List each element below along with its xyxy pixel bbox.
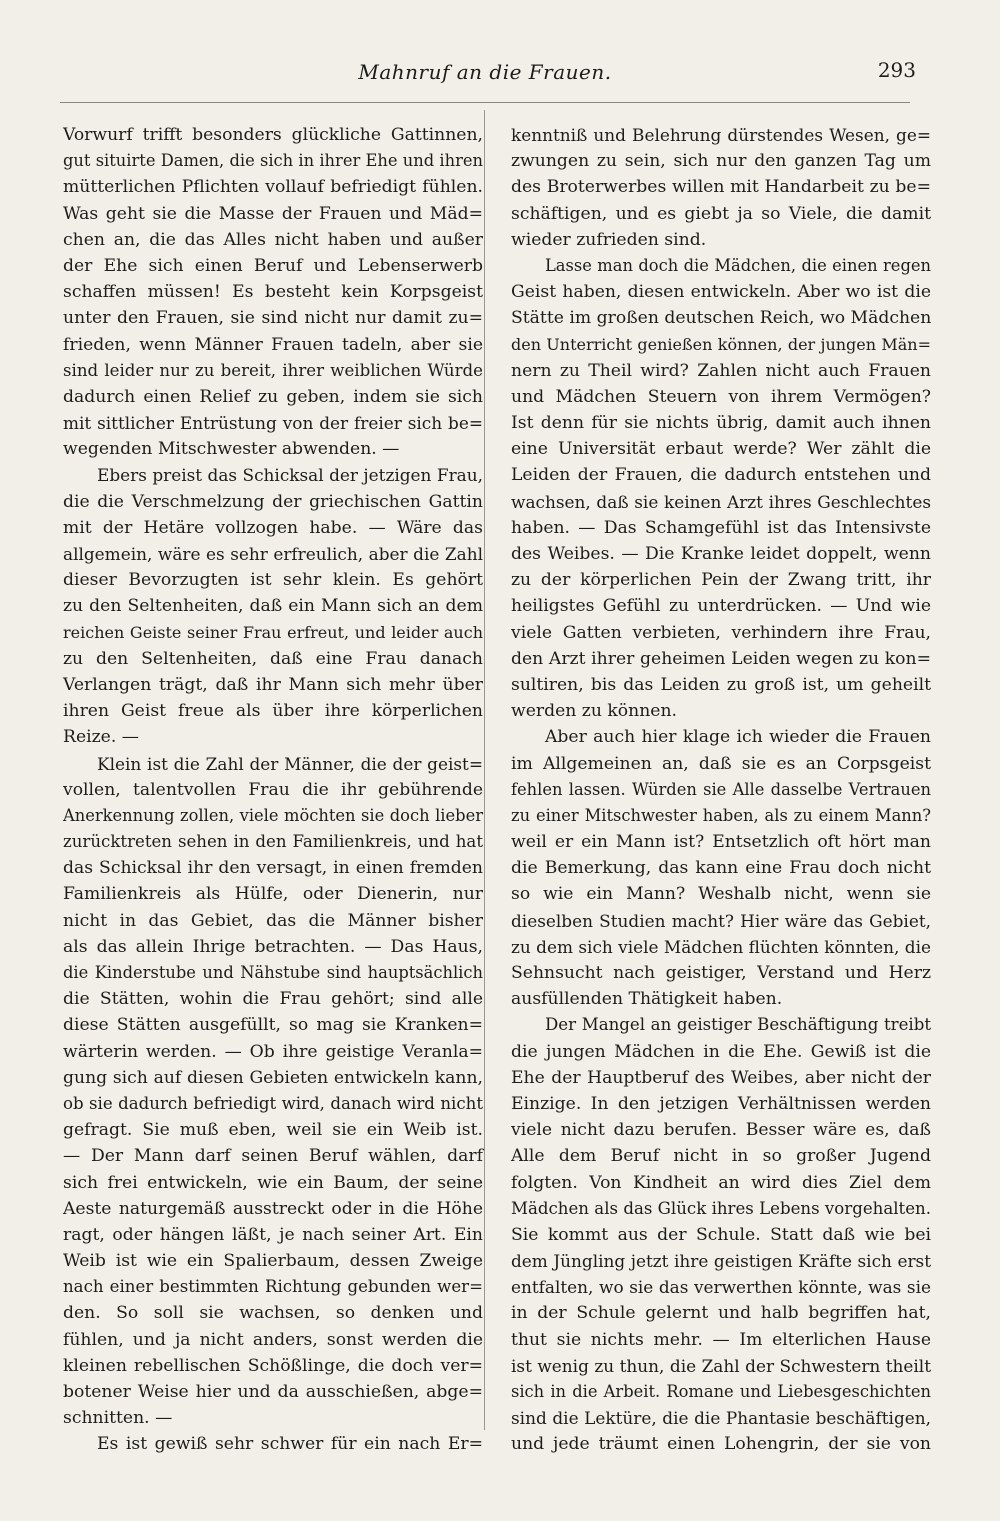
text-line: zu den Seltenheiten, daß ein Mann sich an dem [63, 596, 483, 617]
text-line: Geist haben, diesen entwickeln. Aber wo ist die [511, 282, 931, 303]
text-line: Mädchen als das Glück ihres Lebens vorgehalten. [511, 1198, 931, 1218]
text-line: die Kinderstube und Nähstube sind hauptsächlich [63, 963, 483, 982]
text-line: gut situirte Damen, die sich in ihrer Ehe und ihren [63, 151, 483, 171]
text-line: dieselben Studien macht? Hier wäre das Gebiet, [511, 910, 931, 931]
text-line: weil er ein Mann ist? Entsetzlich oft hört man [511, 832, 931, 853]
text-line: schnitten. — [63, 1408, 173, 1429]
text-line: sich in die Arbeit. Romane und Liebesgeschichten [511, 1382, 931, 1401]
text-line: den Unterricht genießen können, der jungen Män= [511, 334, 931, 354]
text-line: die Stätten, wohin die Frau gehört; sind alle [63, 989, 483, 1010]
text-line: viele Gatten verbieten, verhindern ihre Frau, [511, 622, 931, 643]
page-number: 293 [877, 58, 916, 82]
text-line: Sie kommt aus der Schule. Statt daß wie bei [511, 1224, 931, 1245]
text-line: Leiden der Frauen, die dadurch entstehen und [511, 465, 931, 486]
running-head [60, 58, 916, 88]
text-line: reichen Geiste seiner Frau erfreut, und leider auch [63, 622, 483, 642]
text-line: in der Schule gelernt und halb begriffen hat, [511, 1303, 931, 1324]
text-line: Anerkennung zollen, viele möchten sie doch lieber [63, 805, 483, 825]
text-line: diese Stätten ausgefüllt, so mag sie Kranken= [63, 1015, 483, 1036]
text-line: eine Universität erbaut werde? Wer zählt die [511, 439, 931, 460]
text-line: den. So soll sie wachsen, so denken und [63, 1303, 483, 1324]
text-line: thut sie nichts mehr. — Im elterlichen Hause [511, 1329, 931, 1350]
text-line: chen an, die das Alles nicht haben und außer [63, 229, 483, 250]
text-line: heiligstes Gefühl zu unterdrücken. — Und wie [511, 596, 931, 617]
text-line: Ist denn für sie nichts übrig, damit auch ihnen [511, 413, 931, 434]
text-line: sich frei entwickeln, wie ein Baum, der seine [63, 1172, 483, 1193]
text-line: des Weibes. — Die Kranke leidet doppelt, wenn [511, 544, 931, 564]
text-line: mütterlichen Pflichten vollauf befriedigt fühlen. [63, 177, 483, 198]
text-line: zu einer Mitschwester haben, als zu einem Mann? [511, 805, 931, 825]
text-line: werden zu können. [511, 701, 678, 722]
text-line: Weib ist wie ein Spalierbaum, dessen Zweige [63, 1251, 483, 1272]
text-line: Klein ist die Zahl der Männer, die der geist= [97, 753, 483, 774]
text-line: Alle dem Beruf nicht in so großer Jugend [511, 1146, 931, 1167]
text-line: zu dem sich viele Mädchen flüchten könnten, die [511, 936, 931, 957]
text-line: Ehe der Hauptberuf des Weibes, aber nicht der [511, 1067, 931, 1088]
text-line: Der Mangel an geistiger Beschäftigung treibt [545, 1015, 931, 1035]
right-column [511, 122, 931, 1458]
text-line: Verlangen trägt, daß ihr Mann sich mehr über [63, 674, 483, 695]
text-line: haben. — Das Schamgefühl ist das Intensivste [511, 517, 931, 538]
text-line: Sehnsucht nach geistiger, Verstand und Herz [511, 963, 931, 983]
text-line: Es ist gewiß sehr schwer für ein nach Er= [97, 1434, 483, 1455]
text-line: mit sittlicher Entrüstung von der freier sich be= [63, 413, 483, 434]
text-line: ist wenig zu thun, die Zahl der Schwestern theilt [511, 1355, 931, 1376]
text-line: ob sie dadurch befriedigt wird, danach wird nicht [63, 1093, 483, 1113]
text-line: kleinen rebellischen Schößlinge, die doch ver= [63, 1355, 483, 1376]
text-line: ausfüllenden Thätigkeit haben. [511, 989, 783, 1010]
column-divider [484, 110, 485, 1430]
text-line: wärterin werden. — Ob ihre geistige Veranla= [63, 1041, 483, 1062]
text-line: der Ehe sich einen Beruf und Lebenserwerb [63, 255, 483, 276]
text-line: wachsen, daß sie keinen Arzt ihres Geschlechtes [511, 491, 931, 512]
text-line: so wie ein Mann? Weshalb nicht, wenn sie [511, 884, 931, 905]
text-line: ragt, oder hängen läßt, je nach seiner Art. Ein [63, 1224, 483, 1245]
text-line: zwungen zu sein, sich nur den ganzen Tag um [511, 151, 931, 172]
text-line: sind die Lektüre, die die Phantasie beschäftigen, [511, 1408, 931, 1429]
text-line: vollen, talentvollen Frau die ihr gebührende [63, 779, 483, 800]
text-line: Familienkreis als Hülfe, oder Dienerin, nur [63, 884, 483, 905]
text-line: dem Jüngling jetzt ihre geistigen Kräfte sich erst [511, 1251, 931, 1272]
text-line: nern zu Theil wird? Zahlen nicht auch Frauen [511, 360, 931, 381]
text-line: Ebers preist das Schicksal der jetzigen Frau, [97, 465, 483, 486]
text-line: die jungen Mädchen in die Ehe. Gewiß ist die [511, 1041, 931, 1062]
text-line: viele nicht dazu berufen. Besser wäre es, daß [511, 1120, 931, 1141]
text-line: Was geht sie die Masse der Frauen und Mäd= [63, 203, 483, 224]
text-line: die die Verschmelzung der griechischen Gattin [63, 491, 483, 512]
text-line: Reize. — [63, 727, 139, 748]
text-line: dieser Bevorzugten ist sehr klein. Es gehört [63, 570, 483, 591]
text-line: Vorwurf trifft besonders glückliche Gattinnen, [63, 125, 483, 145]
text-line: das Schicksal ihr den versagt, in einen fremden [63, 858, 483, 879]
text-line: Aber auch hier klage ich wieder die Frauen [545, 727, 931, 748]
text-line: unter den Frauen, sie sind nicht nur damit zu= [63, 308, 483, 329]
text-line: nicht in das Gebiet, das die Männer bisher [63, 910, 483, 931]
text-line: dadurch einen Relief zu geben, indem sie sich [63, 386, 483, 407]
text-line: als das allein Ihrige betrachten. — Das Haus, [63, 936, 483, 957]
text-line: — Der Mann darf seinen Beruf wählen, darf [63, 1146, 483, 1167]
text-line: nach einer bestimmten Richtung gebunden wer= [63, 1277, 483, 1297]
left-column [63, 122, 483, 1458]
text-line: gefragt. Sie muß eben, weil sie ein Weib ist. [63, 1120, 483, 1141]
text-line: schäftigen, und es giebt ja so Viele, die damit [511, 203, 931, 224]
running-title: Mahnruf an die Frauen. [358, 60, 612, 84]
text-line: frieden, wenn Männer Frauen tadeln, aber sie [63, 334, 483, 355]
text-line: wegenden Mitschwester abwenden. — [63, 439, 400, 460]
text-line: kenntniß und Belehrung dürstendes Wesen, ge= [511, 125, 931, 145]
text-line: zurücktreten sehen in den Familienkreis, und hat [63, 832, 483, 852]
text-line: Lasse man doch die Mädchen, die einen regen [545, 255, 931, 275]
text-line: folgten. Von Kindheit an wird dies Ziel dem [511, 1172, 931, 1193]
text-line: mit der Hetäre vollzogen habe. — Wäre das [63, 517, 483, 538]
text-line: ihren Geist freue als über ihre körperlichen [63, 701, 483, 722]
text-line: entfalten, wo sie das verwerthen könnte, was sie [511, 1277, 931, 1298]
text-line: allgemein, wäre es sehr erfreulich, aber die Zahl [63, 544, 483, 564]
text-line: gung sich auf diesen Gebieten entwickeln kann, [63, 1067, 483, 1088]
text-line: und jede träumt einen Lohengrin, der sie von [511, 1434, 931, 1455]
text-line: Aeste naturgemäß ausstreckt oder in die Höhe [63, 1198, 483, 1219]
text-line: zu der körperlichen Pein der Zwang tritt, ihr [511, 570, 931, 591]
text-line: fehlen lassen. Würden sie Alle dasselbe Vertrauen [511, 779, 931, 799]
text-line: fühlen, und ja nicht anders, sonst werden die [63, 1329, 483, 1350]
text-line: zu den Seltenheiten, daß eine Frau danach [63, 648, 483, 669]
header-rule [60, 102, 910, 103]
text-line: schaffen müssen! Es besteht kein Korpsgeist [63, 282, 483, 303]
text-line: Stätte im großen deutschen Reich, wo Mädchen [511, 308, 932, 329]
text-line: botener Weise hier und da ausschießen, abge= [63, 1382, 483, 1402]
text-line: im Allgemeinen an, daß sie es an Corpsgeist [511, 753, 931, 774]
text-line: sultiren, bis das Leiden zu groß ist, um geheilt [511, 674, 931, 695]
text-line: den Arzt ihrer geheimen Leiden wegen zu kon= [511, 648, 931, 669]
text-line: wieder zufrieden sind. [511, 229, 707, 250]
text-line: des Broterwerbes willen mit Handarbeit zu be= [511, 177, 931, 198]
text-line: sind leider nur zu bereit, ihrer weiblichen Würde [63, 360, 483, 380]
text-line: Einzige. In den jetzigen Verhältnissen werden [511, 1093, 931, 1114]
text-line: und Mädchen Steuern von ihrem Vermögen? [511, 386, 931, 407]
text-line: die Bemerkung, das kann eine Frau doch nicht [511, 858, 931, 879]
